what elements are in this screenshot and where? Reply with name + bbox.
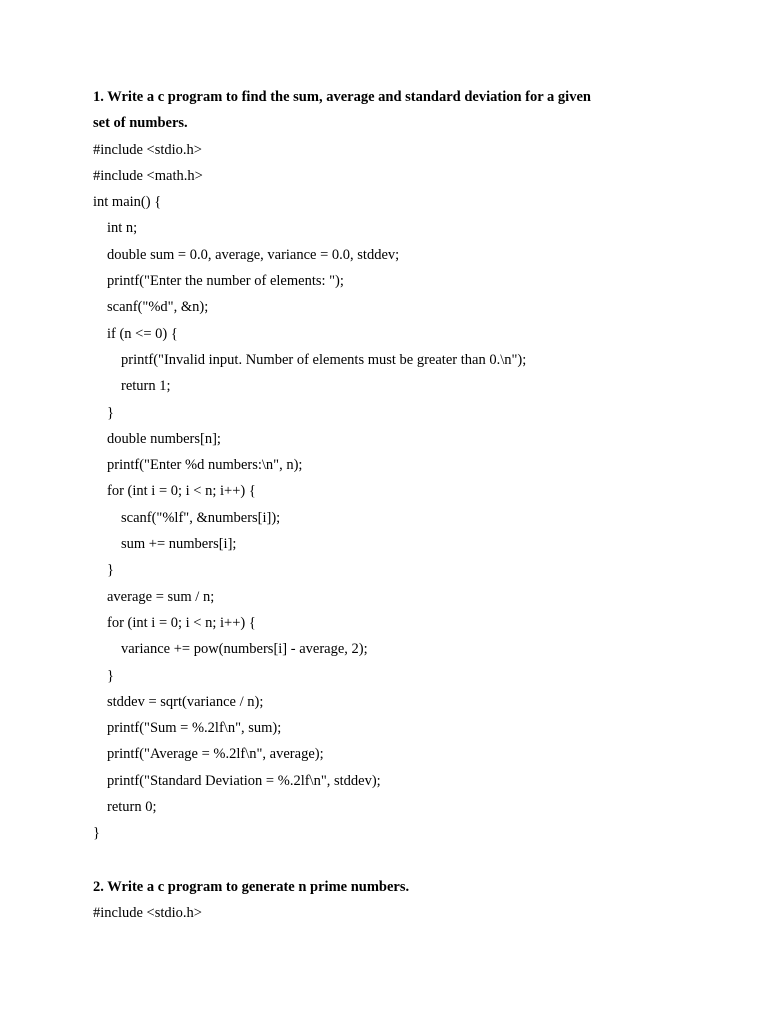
code-line: int main() {: [93, 194, 162, 211]
code-line: return 0;: [107, 799, 157, 816]
code-line: printf("Sum = %.2lf\n", sum);: [107, 720, 282, 737]
code-line: printf("Average = %.2lf\n", average);: [107, 746, 324, 763]
code-line: }: [93, 825, 100, 842]
code-line: }: [107, 562, 114, 579]
code-line: scanf("%d", &n);: [107, 299, 209, 316]
code-line: double numbers[n];: [107, 430, 221, 447]
code-line: printf("Enter %d numbers:\n", n);: [107, 457, 303, 474]
code-line: scanf("%lf", &numbers[i]);: [121, 509, 281, 526]
code-line: for (int i = 0; i < n; i++) {: [107, 614, 256, 631]
code-line: sum += numbers[i];: [121, 536, 237, 553]
code-line: }: [107, 667, 114, 684]
question-2-heading: 2. Write a c program to generate n prime numbers.: [93, 878, 410, 895]
code-line: int n;: [107, 220, 138, 237]
code-line: printf("Enter the number of elements: ");: [107, 273, 344, 290]
code-line: }: [107, 404, 114, 421]
question-1-heading-line-2: set of numbers.: [93, 115, 188, 132]
code-line: #include <math.h>: [93, 167, 203, 184]
code-line: #include <stdio.h>: [93, 904, 202, 921]
code-line: return 1;: [121, 378, 171, 395]
question-1-heading-line-1: 1. Write a c program to find the sum, average and standard deviation for a given: [93, 89, 591, 105]
code-line: double sum = 0.0, average, variance = 0.0, stddev;: [107, 246, 400, 263]
code-line: for (int i = 0; i < n; i++) {: [107, 483, 256, 500]
section-spacer: [93, 847, 693, 874]
code-line: if (n <= 0) {: [107, 325, 178, 342]
document-content: [93, 84, 693, 926]
code-line: printf("Standard Deviation = %.2lf\n", stddev);: [107, 772, 381, 789]
code-line: printf("Invalid input. Number of elements must be greater than 0.\n");: [121, 351, 527, 368]
code-line: stddev = sqrt(variance / n);: [107, 693, 264, 710]
code-line: #include <stdio.h>: [93, 141, 202, 158]
code-line: average = sum / n;: [107, 588, 215, 605]
code-line: variance += pow(numbers[i] - average, 2);: [121, 641, 368, 658]
